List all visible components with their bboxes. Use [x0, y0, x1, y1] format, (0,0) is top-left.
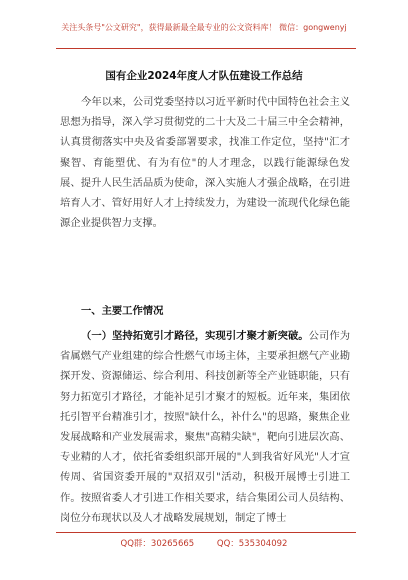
footer [0, 537, 408, 549]
intro-paragraph: 今年以来，公司党委坚持以习近平新时代中国特色社会主义思想为指导，深入学习贯彻党的二十大及二十届三中全会精神，认真贯彻落实中央及省委部署要求，找准工作定位，坚持"汇才聚智、育能塑优、有为有位"的人才理念，以践行能源绿色发展、提升人民生活品质为使命，深入实施人才强企战略，在引进培育人才、管好用好人才上持续发力，为建设一流现代化绿色能源企业提供智力支撑。 [60, 96, 350, 230]
footer-qq: QQ：535304092 [216, 539, 288, 549]
header-banner: 关注头条号"公文研究"，获得最新最全最专业的公文资料库！ 微信：gongwenyj [61, 23, 347, 32]
section-heading: 一、主要工作情况 [81, 305, 164, 317]
footer-qq-group: QQ群：30265665 [120, 539, 195, 549]
header-divider [56, 48, 356, 49]
footer-divider [56, 532, 356, 533]
paragraph-1-lead: （一）坚持拓宽引才路径，实现引才聚才新突破。 [81, 330, 309, 342]
paragraph-1 [60, 326, 350, 528]
document-title: 国有企业2024年度人才队伍建设工作总结 [105, 70, 303, 82]
paragraph-1-body: 公司作为省属燃气产业组建的综合性燃气市场主体，主要承担燃气产业勘探开发、资源储运、综合利用、科技创新等全产业链职能，只有努力拓宽引才路径，才能补足引才聚才的短板。近年来，集团依托引智平台精准引才，按照"缺什么，补什么"的思路，聚焦企业发展战略和产业发展需求，聚焦"高精尖缺"，靶向引进层次高、专业精的人才，依托省委组织部开展的"人到我省好风光"人才宣传周、省国资委开展的"双招双引"活动，积极开展博士引进工作。按照省委人才引进工作相关要求，结合集团公司人员结构、岗位分布现状以及人才战略发展规划，制定了博士 [60, 330, 351, 524]
